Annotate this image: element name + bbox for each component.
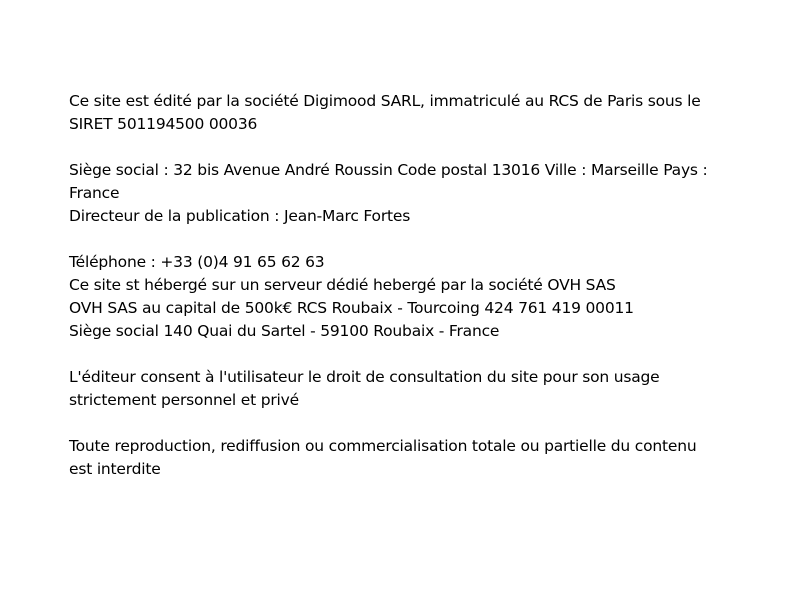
text-line: OVH SAS au capital de 500k€ RCS Roubaix - Tourcoing 424 761 419 00011 [69,299,634,317]
head-office-paragraph [69,159,739,228]
usage-rights-paragraph [69,366,739,412]
text-line: Siège social : 32 bis Avenue André Roussin Code postal 13016 Ville : Marseille Pays : [69,161,708,179]
text-line: est interdite [69,460,161,478]
text-line: strictement personnel et privé [69,391,299,409]
text-line: Ce site est édité par la société Digimood SARL, immatriculé au RCS de Paris sous le [69,92,701,110]
text-line: Téléphone : +33 (0)4 91 65 62 63 [69,253,325,271]
text-line: Ce site st hébergé sur un serveur dédié hebergé par la société OVH SAS [69,276,616,294]
text-line: France [69,184,120,202]
publisher-paragraph [69,90,739,136]
hosting-paragraph [69,251,739,343]
text-line: SIRET 501194500 00036 [69,115,258,133]
text-line: L'éditeur consent à l'utilisateur le droit de consultation du site pour son usage [69,368,660,386]
text-line: Directeur de la publication : Jean-Marc Fortes [69,207,411,225]
legal-notice-text [69,90,739,504]
reproduction-paragraph [69,435,739,481]
text-line: Siège social 140 Quai du Sartel - 59100 Roubaix - France [69,322,500,340]
text-line: Toute reproduction, rediffusion ou commercialisation totale ou partielle du contenu [69,437,697,455]
